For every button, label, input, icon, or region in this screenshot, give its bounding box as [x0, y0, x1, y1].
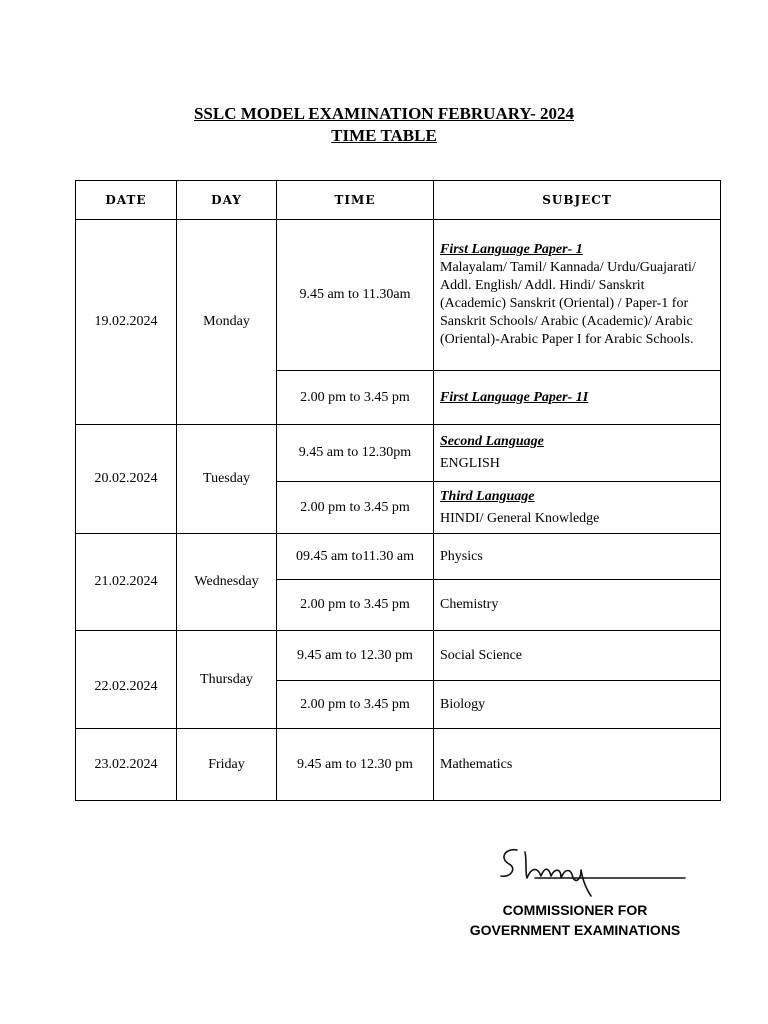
subject-body: ENGLISH [440, 456, 500, 471]
time-cell: 2.00 pm to 3.45 pm [277, 681, 434, 729]
time-cell: 9.45 am to 11.30am [277, 220, 434, 371]
header-date: DATE [76, 181, 177, 220]
subject-cell: Mathematics [434, 729, 721, 801]
subject-cell: Chemistry [434, 580, 721, 631]
subject-cell [434, 425, 721, 482]
subject-cell: Physics [434, 534, 721, 580]
time-cell: 9.45 am to 12.30 pm [277, 729, 434, 801]
date-cell: 22.02.2024 [76, 631, 177, 729]
date-cell: 19.02.2024 [76, 220, 177, 425]
table-row [76, 425, 721, 482]
signatory-title-line2: GOVERNMENT EXAMINATIONS [469, 922, 681, 938]
header-subject: SUBJECT [434, 181, 721, 220]
time-cell: 09.45 am to11.30 am [277, 534, 434, 580]
time-cell: 2.00 pm to 3.45 pm [277, 371, 434, 425]
day-cell: Tuesday [177, 425, 277, 534]
time-cell: 2.00 pm to 3.45 pm [277, 580, 434, 631]
document-title: SSLC MODEL EXAMINATION FEBRUARY- 2024 [193, 104, 575, 123]
day-cell: Thursday [177, 631, 277, 729]
table-header-row [76, 181, 721, 220]
table-row [76, 534, 721, 580]
time-cell: 9.45 am to 12.30pm [277, 425, 434, 482]
date-cell: 20.02.2024 [76, 425, 177, 534]
subject-title: Third Language [440, 488, 535, 504]
subject-body: HINDI/ General Knowledge [440, 510, 600, 526]
subject-title: First Language Paper- 1 [440, 242, 583, 257]
header-day: DAY [177, 181, 277, 220]
subject-cell: Biology [434, 681, 721, 729]
day-cell: Friday [177, 729, 277, 801]
table-row [76, 631, 721, 681]
subject-cell [434, 371, 721, 425]
subject-body: Malayalam/ Tamil/ Kannada/ Urdu/Guajarati/ Addl. English/ Addl. Hindi/ Sanskrit (Academic) Sanskrit (Oriental) / Paper-1 for Sanskrit Schools/ Arabic (Academic)/ Arabic (Oriental)-Arabic Paper I for Arabic Schools. [440, 260, 696, 347]
table-row [76, 729, 721, 801]
document-subtitle: TIME TABLE [331, 126, 437, 145]
signature-image [495, 838, 695, 898]
time-table [75, 180, 721, 801]
subject-cell: Social Science [434, 631, 721, 681]
date-cell: 23.02.2024 [76, 729, 177, 801]
header-time: TIME [277, 181, 434, 220]
table-row [76, 220, 721, 371]
subject-title: Second Language [440, 434, 544, 449]
subject-cell [434, 482, 721, 534]
day-cell: Wednesday [177, 534, 277, 631]
subject-title: First Language Paper- 1I [440, 389, 589, 405]
day-cell: Monday [177, 220, 277, 425]
time-cell: 9.45 am to 12.30 pm [277, 631, 434, 681]
signatory-title-line1: COMMISSIONER FOR [502, 902, 648, 918]
date-cell: 21.02.2024 [76, 534, 177, 631]
time-cell: 2.00 pm to 3.45 pm [277, 482, 434, 534]
subject-cell [434, 220, 721, 371]
